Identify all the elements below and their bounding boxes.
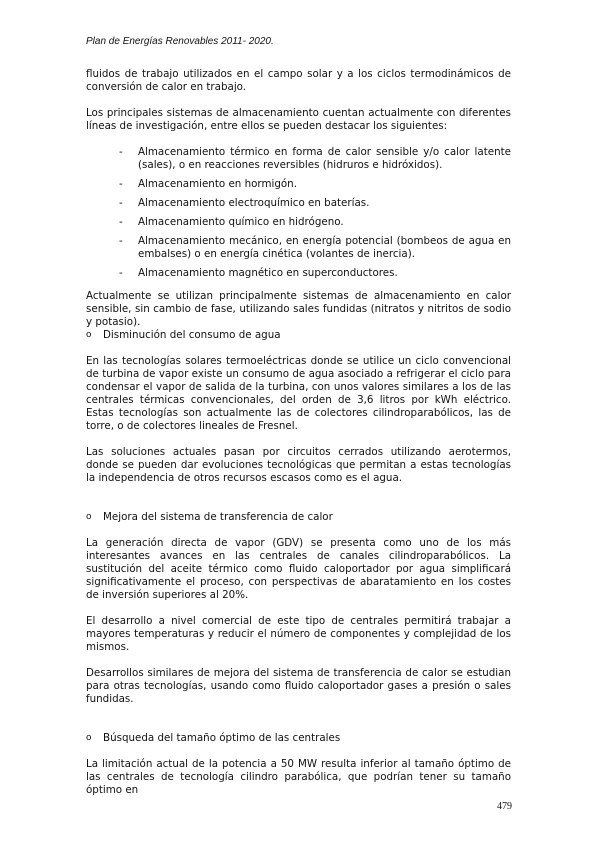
paragraph: fluidos de trabajo utilizados en el campo solar y a los ciclos termodinámicos de conversión de calor en trabajo. [86,68,511,93]
bullet-marker: - [119,235,123,247]
list-item: - Almacenamiento en hormigón. [119,178,297,190]
paragraph: Actualmente se utilizan principalmente sistemas de almacenamiento en calor sensible, sin cambio de fase, utilizando sales fundidas (nitratos y nitritos de sodio y potasio). [86,290,511,328]
paragraph: La generación directa de vapor (GDV) se presenta como uno de los más interesantes avances en las centrales de canales cilindroparabólicos. La sustitución del aceite térmico como fluido caloportador por agua simplificará significativamente el proceso, con perspectivas de abaratamiento en los costes de inversión superiores al 20%. [86,537,511,601]
paragraph: En las tecnologías solares termoeléctricas donde se utilice un ciclo convencional de turbina de vapor existe un consumo de agua asociado a refrigerar el ciclo para condensar el vapor de salida de la turbina, con unos valores similares a los de las centrales térmicas convencionales, del orden de 3,6 litros por kWh eléctrico. Estas tecnologías son actualmente las de colectores cilindroparabólicos, las de torre, o de colectores lineales de Fresnel. [86,355,511,432]
paragraph: El desarrollo a nivel comercial de este tipo de centrales permitirá trabajar a mayores temperaturas y reducir el número de componentes y complejidad de los mismos. [86,615,511,653]
bullet-marker: - [119,267,123,279]
list-item: - Almacenamiento magnético en superconductores. [119,267,398,279]
circle-bullet-icon: o [86,330,92,340]
section-heading: o Mejora del sistema de transferencia de calor [86,511,333,523]
bullet-marker: - [119,216,123,228]
page-number: 479 [497,801,512,812]
bullet-list [86,146,511,280]
bullet-marker: - [119,178,123,190]
list-item: - Almacenamiento químico en hidrógeno. [119,216,344,228]
section-heading: o Búsqueda del tamaño óptimo de las centrales [86,732,341,744]
document-body [86,68,511,797]
list-item: - Almacenamiento térmico en forma de calor sensible y/o calor latente (sales), o en reacciones reversibles (hidruros e hidróxidos). [119,146,511,171]
paragraph: Los principales sistemas de almacenamiento cuentan actualmente con diferentes líneas de investigación, entre ellos se pueden destacar los siguientes: [86,107,511,132]
paragraph: La limitación actual de la potencia a 50 MW resulta inferior al tamaño óptimo de las centrales de tecnología cilindro parabólica, que podrían tener su tamaño óptimo en [86,758,511,796]
paragraph: Desarrollos similares de mejora del sistema de transferencia de calor se estudian para otras tecnologías, usando como fluido caloportador gases a presión o sales fundidas. [86,667,511,705]
running-header: Plan de Energías Renovables 2011- 2020. [86,36,274,47]
section-heading: o Disminución del consumo de agua [86,329,281,341]
circle-bullet-icon: o [86,512,92,522]
list-item: - Almacenamiento mecánico, en energía potencial (bombeos de agua en embalses) o en energía cinética (volantes de inercia). [119,235,511,260]
bullet-marker: - [119,197,123,209]
paragraph: Las soluciones actuales pasan por circuitos cerrados utilizando aerotermos, donde se pueden dar evoluciones tecnológicas que permitan a estas tecnologías la independencia de otros recursos escasos como es el agua. [86,446,511,484]
circle-bullet-icon: o [86,733,92,743]
list-item: - Almacenamiento electroquímico en baterías. [119,197,370,209]
bullet-marker: - [119,146,123,158]
